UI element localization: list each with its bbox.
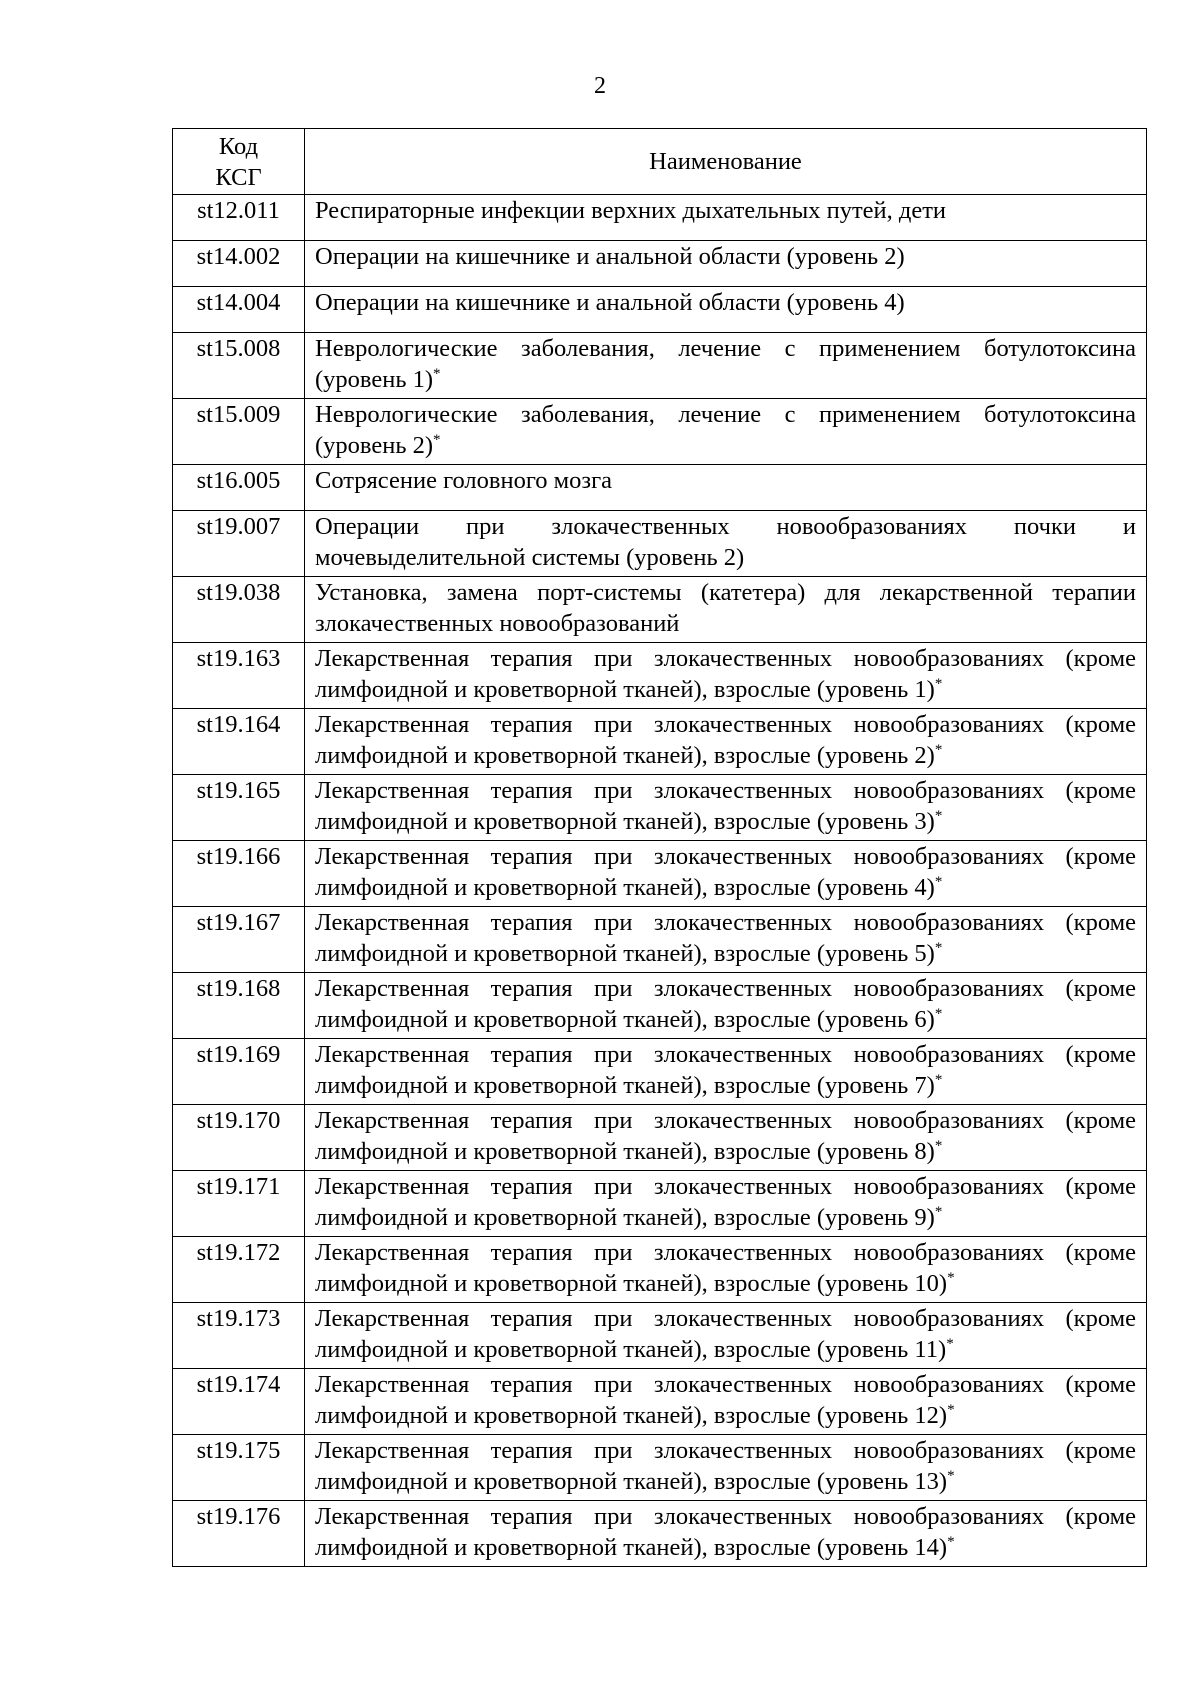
table-row	[173, 287, 1147, 333]
ksg-name-text: Установка, замена порт-системы (катетера) для лекарственной терапии злокачественных новообразований	[315, 579, 1136, 637]
table-row	[173, 643, 1147, 709]
footnote-asterisk: *	[946, 1336, 954, 1352]
ksg-code-cell: st12.011	[173, 195, 305, 241]
footnote-asterisk: *	[934, 1204, 943, 1220]
ksg-name-cell	[305, 577, 1147, 643]
ksg-name-text: Лекарственная терапия при злокачественных новообразованиях (кроме лимфоидной и кроветворной тканей), взрослые (уровень 10)	[315, 1239, 1136, 1297]
table-row	[173, 1435, 1147, 1501]
footnote-asterisk: *	[934, 874, 943, 890]
ksg-code-cell: st19.007	[173, 511, 305, 577]
ksg-code-cell: st19.164	[173, 709, 305, 775]
table-row	[173, 1369, 1147, 1435]
ksg-name-text: Респираторные инфекции верхних дыхательных путей, дети	[315, 197, 947, 224]
ksg-table	[172, 128, 1147, 1567]
ksg-name-text: Лекарственная терапия при злокачественных новообразованиях (кроме лимфоидной и кроветворной тканей), взрослые (уровень 8)	[315, 1107, 1136, 1165]
footnote-asterisk: *	[947, 1534, 955, 1550]
ksg-name-cell	[305, 1237, 1147, 1303]
ksg-name-cell	[305, 841, 1147, 907]
ksg-name-cell	[305, 1039, 1147, 1105]
ksg-name-cell	[305, 465, 1147, 511]
ksg-name-cell	[305, 775, 1147, 841]
ksg-name-cell	[305, 1171, 1147, 1237]
ksg-name-cell	[305, 709, 1147, 775]
ksg-name-cell	[305, 1303, 1147, 1369]
table-header-row	[173, 129, 1147, 195]
ksg-code-cell: st19.167	[173, 907, 305, 973]
ksg-name-cell	[305, 287, 1147, 333]
table-row	[173, 333, 1147, 399]
ksg-code-cell: st15.009	[173, 399, 305, 465]
ksg-code-cell: st19.174	[173, 1369, 305, 1435]
ksg-name-cell	[305, 511, 1147, 577]
table-row	[173, 841, 1147, 907]
ksg-code-cell: st19.165	[173, 775, 305, 841]
ksg-name-text: Лекарственная терапия при злокачественных новообразованиях (кроме лимфоидной и кроветворной тканей), взрослые (уровень 13)	[315, 1437, 1136, 1495]
ksg-name-text: Лекарственная терапия при злокачественных новообразованиях (кроме лимфоидной и кроветворной тканей), взрослые (уровень 9)	[315, 1173, 1136, 1231]
ksg-name-cell	[305, 1501, 1147, 1567]
table-row	[173, 1501, 1147, 1567]
footnote-asterisk: *	[934, 1072, 943, 1088]
ksg-name-text: Лекарственная терапия при злокачественных новообразованиях (кроме лимфоидной и кроветворной тканей), взрослые (уровень 11)	[315, 1305, 1136, 1363]
ksg-code-cell: st15.008	[173, 333, 305, 399]
table-row	[173, 1237, 1147, 1303]
ksg-name-text: Лекарственная терапия при злокачественных новообразованиях (кроме лимфоидной и кроветворной тканей), взрослые (уровень 5)	[315, 909, 1136, 967]
table-row	[173, 511, 1147, 577]
ksg-name-cell	[305, 333, 1147, 399]
ksg-name-text: Лекарственная терапия при злокачественных новообразованиях (кроме лимфоидной и кроветворной тканей), взрослые (уровень 2)	[315, 711, 1136, 769]
ksg-name-text: Неврологические заболевания, лечение с применением ботулотоксина (уровень 2)	[315, 401, 1136, 459]
footnote-asterisk: *	[934, 676, 943, 692]
footnote-asterisk: *	[433, 366, 441, 382]
ksg-name-text: Лекарственная терапия при злокачественных новообразованиях (кроме лимфоидной и кроветворной тканей), взрослые (уровень 12)	[315, 1371, 1136, 1429]
footnote-asterisk: *	[947, 1402, 955, 1418]
ksg-code-cell: st19.176	[173, 1501, 305, 1567]
footnote-asterisk: *	[934, 1138, 943, 1154]
table-row	[173, 907, 1147, 973]
ksg-code-cell: st19.173	[173, 1303, 305, 1369]
ksg-name-text: Лекарственная терапия при злокачественных новообразованиях (кроме лимфоидной и кроветворной тканей), взрослые (уровень 6)	[315, 975, 1136, 1033]
ksg-code-cell: st19.038	[173, 577, 305, 643]
ksg-name-text: Неврологические заболевания, лечение с применением ботулотоксина (уровень 1)	[315, 335, 1136, 393]
ksg-name-text: Сотрясение головного мозга	[315, 467, 613, 494]
ksg-name-cell	[305, 1435, 1147, 1501]
ksg-name-cell	[305, 241, 1147, 287]
ksg-name-cell	[305, 973, 1147, 1039]
table-row	[173, 1039, 1147, 1105]
ksg-name-text: Лекарственная терапия при злокачественных новообразованиях (кроме лимфоидной и кроветворной тканей), взрослые (уровень 3)	[315, 777, 1136, 835]
footnote-asterisk: *	[947, 1270, 955, 1286]
ksg-name-cell	[305, 907, 1147, 973]
footnote-asterisk: *	[433, 432, 441, 448]
ksg-code-cell: st19.169	[173, 1039, 305, 1105]
ksg-code-cell: st19.175	[173, 1435, 305, 1501]
ksg-name-text: Операции на кишечнике и анальной области (уровень 4)	[315, 289, 905, 316]
ksg-name-text: Операции при злокачественных новообразованиях почки и мочевыделительной системы (уровень 2)	[315, 513, 1136, 571]
footnote-asterisk: *	[947, 1468, 955, 1484]
ksg-name-cell	[305, 643, 1147, 709]
ksg-code-cell: st16.005	[173, 465, 305, 511]
footnote-asterisk: *	[934, 742, 943, 758]
header-code-line2: КСГ	[215, 163, 262, 191]
table-row	[173, 241, 1147, 287]
ksg-code-cell: st19.170	[173, 1105, 305, 1171]
table-row	[173, 709, 1147, 775]
ksg-name-text: Операции на кишечнике и анальной области (уровень 2)	[315, 243, 905, 270]
table-row	[173, 973, 1147, 1039]
table-row	[173, 465, 1147, 511]
footnote-asterisk: *	[934, 1006, 943, 1022]
ksg-name-text: Лекарственная терапия при злокачественных новообразованиях (кроме лимфоидной и кроветворной тканей), взрослые (уровень 7)	[315, 1041, 1136, 1099]
table-body	[173, 195, 1147, 1567]
ksg-code-cell: st14.002	[173, 241, 305, 287]
ksg-name-cell	[305, 1105, 1147, 1171]
table-row	[173, 577, 1147, 643]
ksg-name-cell	[305, 195, 1147, 241]
table-row	[173, 1171, 1147, 1237]
header-code-line1: Код	[218, 132, 259, 160]
ksg-name-text: Лекарственная терапия при злокачественных новообразованиях (кроме лимфоидной и кроветворной тканей), взрослые (уровень 1)	[315, 645, 1136, 703]
footnote-asterisk: *	[934, 940, 943, 956]
header-code	[173, 129, 305, 195]
ksg-name-cell	[305, 1369, 1147, 1435]
ksg-name-text: Лекарственная терапия при злокачественных новообразованиях (кроме лимфоидной и кроветворной тканей), взрослые (уровень 4)	[315, 843, 1136, 901]
ksg-name-text: Лекарственная терапия при злокачественных новообразованиях (кроме лимфоидной и кроветворной тканей), взрослые (уровень 14)	[315, 1503, 1136, 1561]
ksg-code-cell: st19.163	[173, 643, 305, 709]
ksg-code-cell: st19.172	[173, 1237, 305, 1303]
footnote-asterisk: *	[934, 808, 943, 824]
page-number: 2	[594, 73, 606, 99]
table-row	[173, 1303, 1147, 1369]
ksg-code-cell: st19.168	[173, 973, 305, 1039]
table-row	[173, 195, 1147, 241]
header-name: Наименование	[305, 129, 1147, 195]
ksg-code-cell: st14.004	[173, 287, 305, 333]
table-row	[173, 399, 1147, 465]
table-row	[173, 1105, 1147, 1171]
ksg-code-cell: st19.171	[173, 1171, 305, 1237]
ksg-name-cell	[305, 399, 1147, 465]
table-row	[173, 775, 1147, 841]
ksg-code-cell: st19.166	[173, 841, 305, 907]
